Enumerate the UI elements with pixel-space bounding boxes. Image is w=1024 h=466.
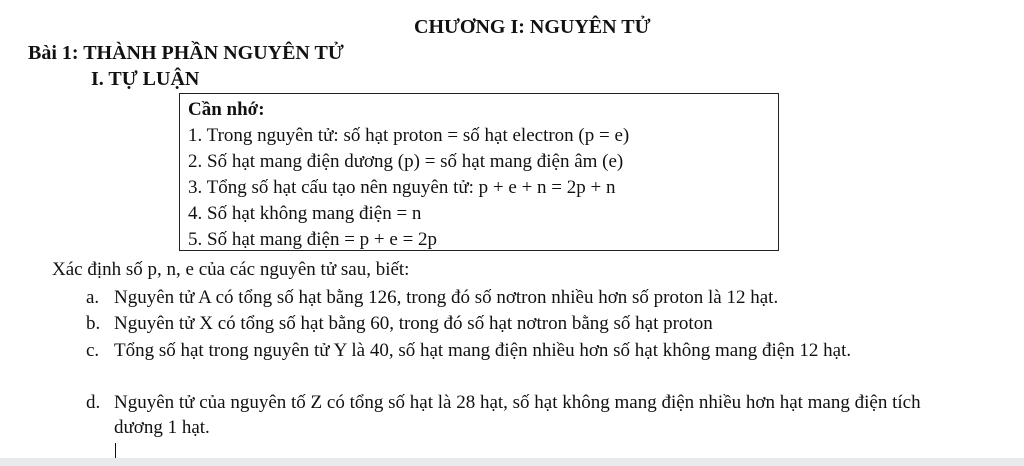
task-item-d: [86, 390, 974, 442]
reminder-line-3: 3. Tổng số hạt cấu tạo nên nguyên tử: p + e + n = 2p + n: [188, 177, 616, 198]
task-text-c: Tổng số hạt trong nguyên tử Y là 40, số hạt mang điện nhiều hơn số hạt không mang điện 12 hạt.: [114, 340, 852, 361]
task-item-c: [86, 338, 984, 390]
task-text-b: Nguyên tử X có tổng số hạt bằng 60, trong đó số hạt nơtron bằng số hạt proton: [114, 313, 713, 334]
bottom-scroll-area: [0, 458, 1024, 466]
task-text-a: Nguyên tử A có tổng số hạt bằng 126, trong đó số nơtron nhiều hơn số proton là 12 hạt.: [114, 287, 779, 308]
task-item-a: [86, 285, 986, 311]
task-intro: Xác định số p, n, e của các nguyên tử sau, biết:: [52, 259, 410, 280]
task-marker-c: c.: [86, 340, 100, 361]
reminder-box: [179, 93, 779, 251]
task-list: [86, 285, 986, 442]
reminder-heading: Cần nhớ:: [188, 99, 265, 120]
reminder-line-5: 5. Số hạt mang điện = p + e = 2p: [188, 229, 438, 250]
task-item-b: [86, 311, 986, 338]
reminder-line-4: 4. Số hạt không mang điện = n: [188, 203, 422, 224]
reminder-line-2: 2. Số hạt mang điện dương (p) = số hạt mang điện âm (e): [188, 151, 624, 172]
task-marker-d: d.: [86, 392, 101, 413]
reminder-line-1: 1. Trong nguyên tử: số hạt proton = số hạt electron (p = e): [188, 125, 630, 146]
section-title: I. TỰ LUẬN: [91, 68, 200, 90]
lesson-title: Bài 1: THÀNH PHẦN NGUYÊN TỬ: [28, 42, 344, 64]
text-cursor: [115, 443, 116, 459]
task-marker-a: a.: [86, 287, 100, 308]
chapter-title: CHƯƠNG I: NGUYÊN TỬ: [414, 16, 651, 38]
task-marker-b: b.: [86, 313, 101, 334]
task-text-d: Nguyên tử của nguyên tố Z có tổng số hạt là 28 hạt, số hạt không mang điện nhiều hơn hạt mang điện tích dương 1 hạt.: [114, 392, 921, 438]
